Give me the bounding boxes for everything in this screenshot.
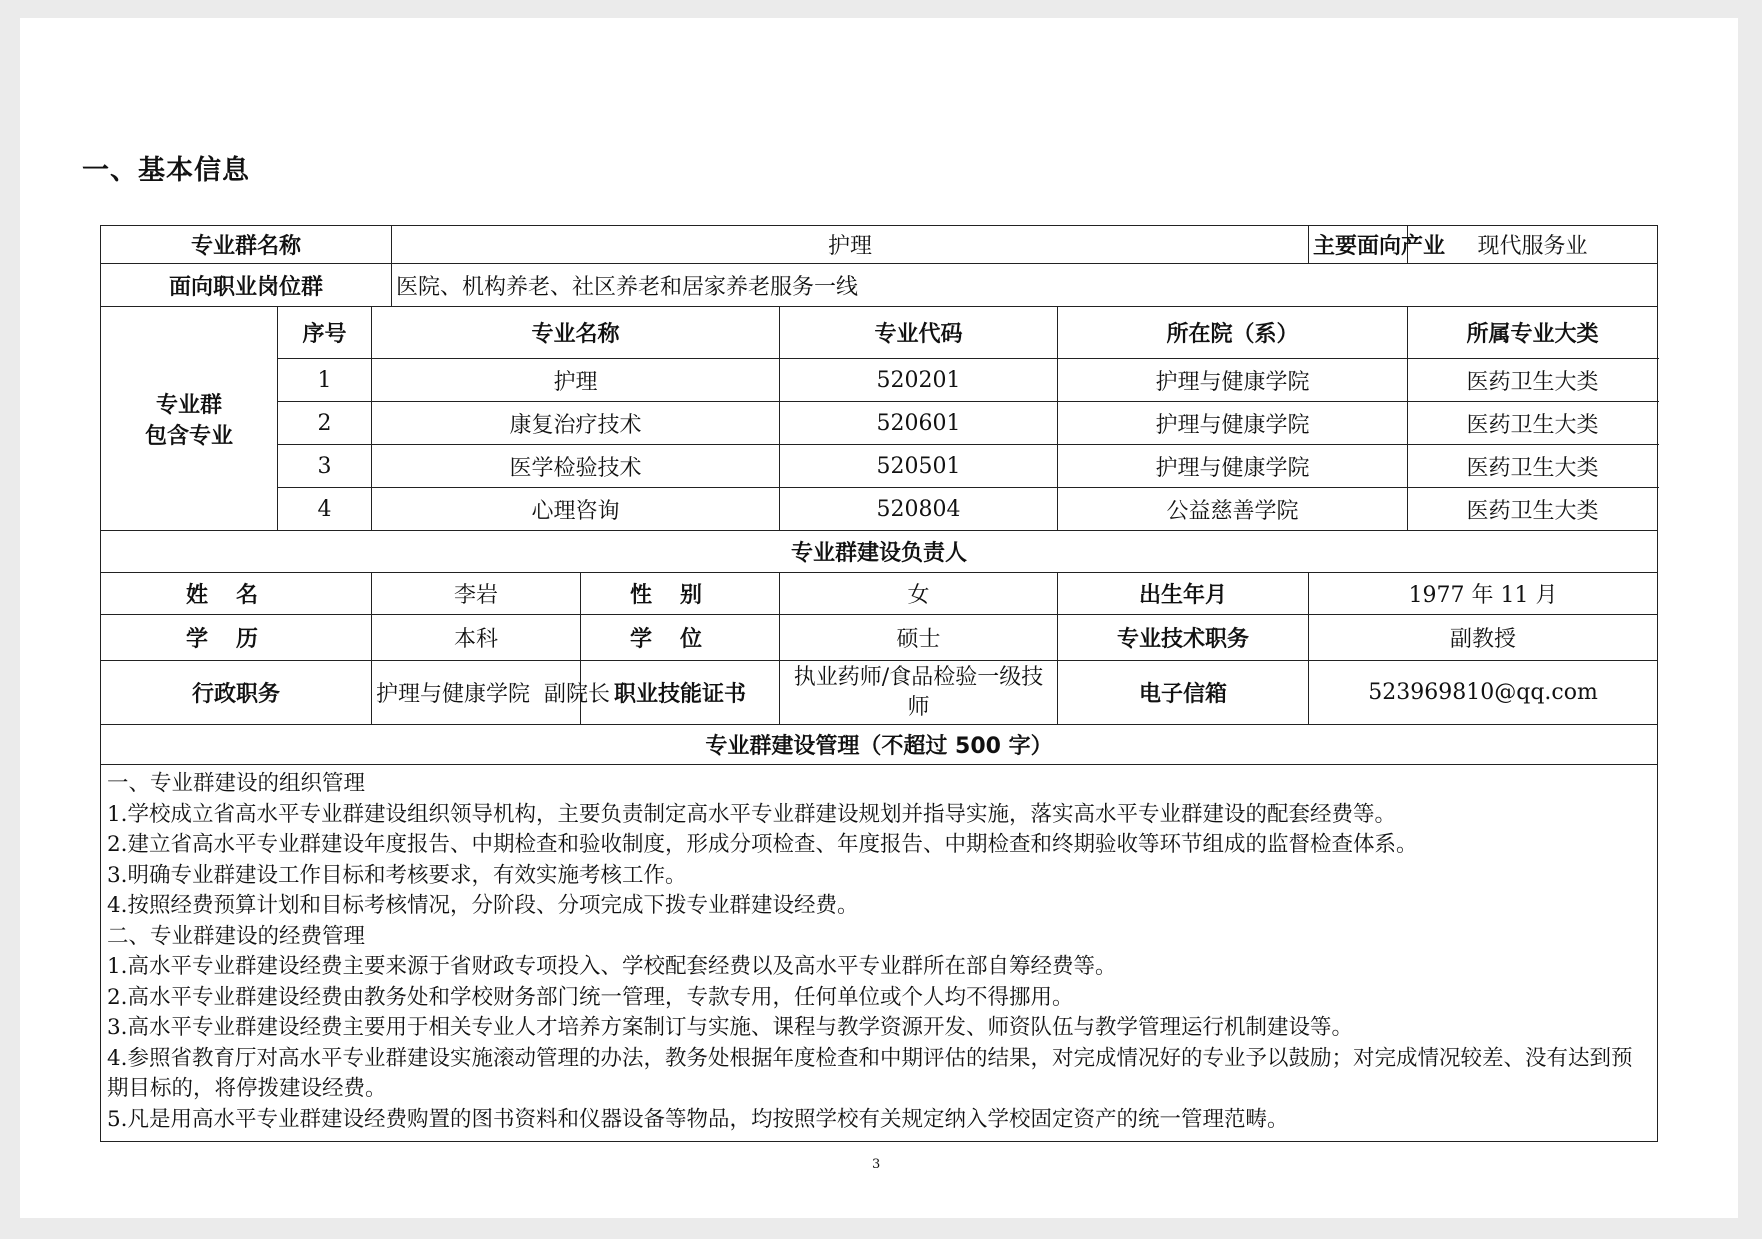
major-dept: 护理与健康学院	[1058, 402, 1408, 445]
major-name: 护理	[372, 359, 780, 402]
leader-degree-label: 学位	[581, 615, 780, 661]
major-name: 医学检验技术	[372, 445, 780, 488]
table-row	[101, 402, 1658, 445]
majors-label	[101, 307, 278, 531]
table-row	[101, 488, 1658, 531]
major-name: 康复治疗技术	[372, 402, 780, 445]
leader-admin-value: 护理与健康学院 副院长	[372, 661, 581, 725]
leader-cert-value: 执业药师/食品检验一级技师	[780, 661, 1058, 725]
major-dept: 护理与健康学院	[1058, 445, 1408, 488]
leader-birth-value: 1977 年 11 月	[1309, 573, 1658, 615]
management-line: 2.高水平专业群建设经费由教务处和学校财务部门统一管理，专款专用，任何单位或个人均不得挪用。	[107, 984, 1074, 1010]
leader-email-label: 电子信箱	[1058, 661, 1309, 725]
management-line: 3.高水平专业群建设经费主要用于相关专业人才培养方案制订与实施、课程与教学资源开发、师资队伍与教学管理运行机制建设等。	[107, 1015, 1354, 1040]
leader-degree-value: 硕士	[780, 615, 1058, 661]
management-line: 1.学校成立省高水平专业群建设组织领导机构，主要负责制定高水平专业群建设规划并指导实施，落实高水平专业群建设的配套经费等。	[107, 801, 1397, 827]
majors-header-dept: 所在院（系）	[1058, 307, 1408, 359]
leader-protitle-value: 副教授	[1309, 615, 1658, 661]
leader-email-value: 523969810@qq.com	[1309, 661, 1658, 725]
leader-birth-label: 出生年月	[1058, 573, 1309, 615]
major-index: 3	[278, 445, 372, 488]
major-index: 4	[278, 488, 372, 531]
majors-label-line1: 专业群	[155, 392, 222, 418]
management-line: 一、专业群建设的组织管理	[107, 771, 366, 796]
major-dept: 护理与健康学院	[1058, 359, 1408, 402]
management-line: 3.明确专业群建设工作目标和考核要求，有效实施考核工作。	[107, 862, 687, 888]
major-code: 520601	[780, 402, 1058, 445]
table-row	[101, 359, 1658, 402]
majors-label-line2: 包含专业	[144, 423, 233, 449]
major-name: 心理咨询	[372, 488, 780, 531]
major-index: 1	[278, 359, 372, 402]
major-code: 520201	[780, 359, 1058, 402]
positions-value: 医院、机构养老、社区养老和居家养老服务一线	[392, 264, 1658, 307]
leader-gender-label: 性别	[581, 573, 780, 615]
page-number: 3	[872, 1157, 881, 1172]
leader-protitle-label: 专业技术职务	[1058, 615, 1309, 661]
majors-header-category: 所属专业大类	[1408, 307, 1658, 359]
table-row	[101, 445, 1658, 488]
major-category: 医药卫生大类	[1408, 402, 1658, 445]
majors-header-name: 专业名称	[372, 307, 780, 359]
major-category: 医药卫生大类	[1408, 445, 1658, 488]
leader-admin-label: 行政职务	[101, 661, 372, 725]
positions-label: 面向职业岗位群	[101, 264, 392, 307]
leader-edu-value: 本科	[372, 615, 581, 661]
industry-label: 主要面向产业	[1309, 226, 1408, 264]
major-code: 520501	[780, 445, 1058, 488]
management-line: 二、专业群建设的经费管理	[107, 923, 366, 949]
section-title: 一、基本信息	[82, 155, 250, 186]
leader-cert-label: 职业技能证书	[581, 661, 780, 725]
management-line: 4.参照省教育厅对高水平专业群建设实施滚动管理的办法，教务处根据年度检查和中期评估的结果，对完成情况好的专业予以鼓励；对完成情况较差、没有达到预期目标的，将停拨建设经费。	[107, 1045, 1633, 1101]
management-content	[101, 765, 1658, 1142]
leader-gender-value: 女	[780, 573, 1058, 615]
basic-info-table	[100, 225, 1658, 1142]
management-title: 专业群建设管理（不超过 500 字）	[101, 725, 1658, 765]
major-category: 医药卫生大类	[1408, 359, 1658, 402]
majors-header-index: 序号	[278, 307, 372, 359]
majors-header-code: 专业代码	[780, 307, 1058, 359]
major-code: 520804	[780, 488, 1058, 531]
leader-section-title: 专业群建设负责人	[101, 531, 1658, 573]
group-name-value: 护理	[392, 226, 1309, 264]
major-index: 2	[278, 402, 372, 445]
major-category: 医药卫生大类	[1408, 488, 1658, 531]
leader-name-label: 姓名	[101, 573, 372, 615]
group-name-label: 专业群名称	[101, 226, 392, 264]
management-line: 1.高水平专业群建设经费主要来源于省财政专项投入、学校配套经费以及高水平专业群所在部自筹经费等。	[107, 954, 1117, 979]
leader-name-value: 李岩	[372, 573, 581, 615]
management-line: 5.凡是用高水平专业群建设经费购置的图书资料和仪器设备等物品，均按照学校有关规定纳入学校固定资产的统一管理范畴。	[107, 1106, 1289, 1132]
industry-value: 现代服务业	[1408, 226, 1658, 264]
leader-edu-label: 学历	[101, 615, 372, 661]
management-line: 4.按照经费预算计划和目标考核情况，分阶段、分项完成下拨专业群建设经费。	[107, 893, 859, 918]
major-dept: 公益慈善学院	[1058, 488, 1408, 531]
management-line: 2.建立省高水平专业群建设年度报告、中期检查和验收制度，形成分项检查、年度报告、中期检查和终期验收等环节组成的监督检查体系。	[107, 832, 1418, 857]
